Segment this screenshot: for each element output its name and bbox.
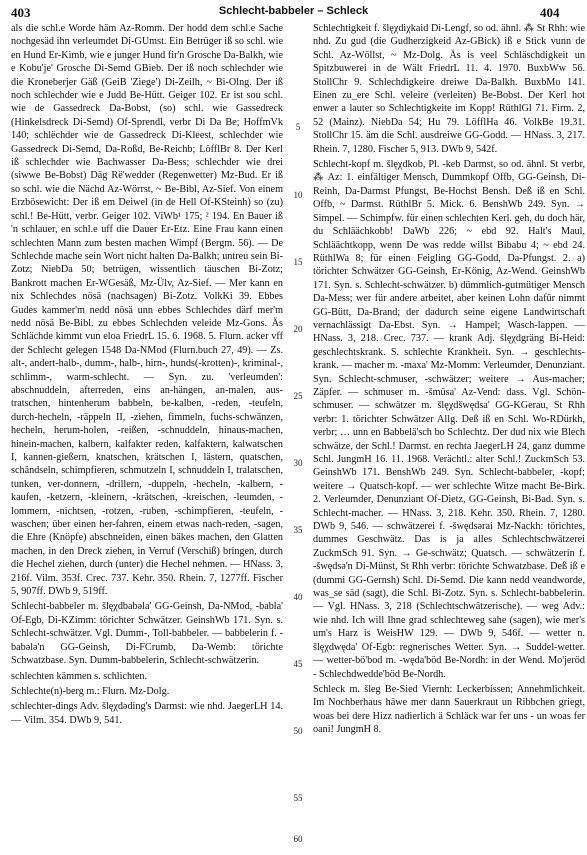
page-number-right: 404 xyxy=(540,5,560,20)
line-number: 30 xyxy=(293,458,303,468)
running-title: Schlecht-babbeler – Schleck xyxy=(218,5,369,17)
line-number: 25 xyxy=(293,391,303,401)
line-number: 10 xyxy=(293,190,303,200)
line-number: 50 xyxy=(293,726,303,736)
line-number: 55 xyxy=(293,793,303,803)
line-number: 5 xyxy=(295,122,301,132)
entry-schlechten-kaemmen: schlechten kämmen s. schlichten. xyxy=(11,670,148,682)
page-number-left: 403 xyxy=(11,5,31,20)
line-number: 35 xyxy=(293,525,303,535)
entry-schlechtigkeit: Schlechtigkeit f. šlęχdiχkaid Di-Lengf, so od. ähnl. ⁂ St Rhh: wie nhd. Zu gud (die Gudherzigkeid Az-GBick) iß e Stick vunn de Schl. Az-Wöllst, ~ Mz-Dolg. Äs is veel Schläschdigkeit un Spitzbuwerei in de Wält FriedrL 11. 4. 1970. BuxbWw 56. StollChr 9. Schlechdigkeire dreiwe Da-Balkh. BuxbMo 141. Einen zu_ere Schl. veleire (verleiten) Be-Bobst. Der Kerl hot enwer a lauter so Schlechtigkeite im Kopp! RüthlGl 71. Firm. 2, 52 (Mainz). NiebDa 54; Hu 79. LöfflHa 46. VolkBe 19.31. StollChr 15. äm die Schl. ausdreiwe GG-Godd. — HNass. 3, 217. Rhein. 7, 1280. Fischer 5, 913. DWb 9, 542f. xyxy=(313,23,585,155)
line-number: 45 xyxy=(293,659,303,669)
entry-schlecht-babbeler: Schlecht-babbeler m. šlęχdbabəla' GG-Geinsh, Da-NMod, -babla' Of-Egb, Di-KZimm: törichter Schwätzer. GeinshWb 171. Syn. s. Schlecht-schwätzer. Vgl. Dumm-, Toll-babbeler. — babbelerin f. -babələ'n GG-Geinsh, Di-FCrumb, Da-Wemb: törichte Schwatzbase. Syn. Dumm-babbelerin, Schlecht-schwätzerin. xyxy=(11,601,283,667)
entry-schlecht-kopf: Schlecht-kopf m. šlęχdkob, Pl. -keb Darmst, so od. ähnl. St verbr, ⁂ Az: 1. einfältiger Mensch, Dummkopf Offb, GG-Geinsh, Di-Reinh, Da-Darmst Pfungst, Be-Hochst Bensh. Deß iß en Schl. Offb, ~ Darmst. RüthlBr 5. Mick. 6. BenshWb 249. Syn. → Simpel. — Schimpfw. für einen schlechten Kerl. geh, du doch här, du Schläächkobb! DaWb 226; ~ ebd 92. Halt's Maul, Schläächtkopp, wenn De was redde willst Bibabu 4; ~ ebd 24. RüthlWa 8; für einen Feigling GG-Godd, Da-Pfungst. 2. a) törichter Schwätzer GG-Geinsh, Er-König, Az-Wend. GeinshWb 171. Syn. s. Schlecht-schwätzer. b) dümmlich-gutmütiger Mensch Da-Mess; wer für andere arbeitet, aber keinen Lohn dafür nimmt GG-Bütt, Da-Brand; der dadurch seine eigene Landwirtschaft vernachlässigt Da-Ebst. Syn. → Hampel; Wasch-lappen. — HNass. 3, 218. Crec. 737. — krank Adj. šlęχdgräng Bi-Heid: geschlechtskrank. S. schlechte Krankheit. Syn. → geschlechts-krank. — macher m. -maxa' Mz-Momm: Verleumder, Denunziant. Syn. Schlecht-schmuser, -schwätzer; weitere → Aus-macher; Zäpfer. — schmuser m. -šmüsa' Az-Vend: dass. Vgl. Schön-schmuser. — schwätzer m. šlęχdšwędsa' GG-KGerau, St Rhh verbr: 1. törichter Schwätzer Allg. Deß iß en Schl. Wo-RDürkh, verbr; … unn en Babbelä'sch bo Schlechtz. Der dud nix wie Blech schwätze, der Schl.! Darmst. en rechta JaegerLH 24, ganz dumme Schl. JungmH 16. 11. 1968. Verächtl.: alter Schl.! ZuckmSch 53. GeinshWb 171. BenshWb 249. Syn. Schlecht-babbeler, -kopf; weitere → Quatsch-kopf. — wer schlechte Witze macht Be-Birk. 2. Verleumder, Denunziant Of-Dietz, GG-Geinsh, Bi-Bad. Syn. s. Schlecht-macher. — HNass. 3, 218. Kehr. 350. Rhein. 7, 1280. DWb 9, 546. — schwätzerei f. -šwędsərai Mz-Nackh: törichtes, dummes Geschwätz. Das is ja alles Schlechtschwätzerei ZuckmSch 91. Syn. → Ge-schwätz; Quatsch. — schwätzerin f. -šwędsə'n Di-Münst, St Rhh verbr: törichte Schwatzbase. Deß iß e (dummi GG-Gernsh) Schl. Di-Semd. Die kann nedd veandworde, was_se säd (sagt), die Schl. Bi-Zotz. Syn. s. Schlecht-babbelerin. — Vgl. HNass. 3, 218 (Schlechtschwätzerische). — weg Adv.: wie nhd. Ich will Ihne grad schlechteweg sahe (sagen), wie mer's um's Harz is WeisHW 129. — DWb 9, 546f. — wetter n. šlęχdwęda' Of-Egb: regnerisches Wetter. Syn. → Suddel-wetter. — wetter-bö'bod m. -węda'böd Be-Nordh: in der Wend. Mo'jeröd - Schlechdwedde'böd Be-Nordh. xyxy=(313,159,585,680)
entry-schlecht-continued: als die schl.e Worde häm Az-Romm. Der hodd dem schl.e Sache nochgesäd ihn verleumdet Di-GUmst. Ein Betrüger iß so schl. wie en Hund Er-Kimb, wie e junger Hund fir'n Grosche Da-Balkh, wie e Kobu'je' Grosche Di-Semd GBieb. Der iß noch schlechder wie die Kroneberjer Gäß (GeiB 'Ziege') Di-Zeilh, ~ Bi-Olng. Der iß noch schlechder wie e Judd Be-Hütt. Geiger 102. Er ist sou schl. wie de Gassedreck Da-Bobst, (so) schl. wie Gassedreck (Hinkelsdreck Di-Semd) Of-Sprendl, verbr Di Da Be; HoffmVk 140; schlëchder wie de Gassedreck Di-Kleest, schlechder wie Gassedreck Di-Semd, Da-Roßd, Be-Reichb; LöfflBr 8. Der Kerl iß schlechder wie Bachwasser Da-Bess; schlechder wie drei (siwwe Be-Bobst) Däg Rë'wedder (Regenwetter) Mz-Bud. Er iß so schl. wie die Nächd Az-Wörrst, ~ Be-Bibl, Az-Sief. Von einem Erzbösewicht: Der iß em Deiwel (in de Hell Of-KSteinh) so (zu) schl.! Be-Hütt, verbr. Geiger 102. ViWb¹ 175; ² 194. En Bauer iß 'n schlauer, en schl.e uff die Dauer Er-Etz. Eine Frau kann einen schlechten Mann zum besten machen Wimpf (Bergm. 56). — De Schlechde mache sein Wort nicht halten Da-Balkh; untreu sein Bi-Zotz; NiebDa 50; betrügen, wissentlich täuschen Bi-Zotz; Bankrott machen Er-WGesäß, Mz-Ülv, Az-Sief. — Mer kann en nix Schlechdes nösä (nachsagen) Bi-Zotz. VolkKi 39. Ebbes Gudes kammer'm nedd nösä unn ebbes Schlechdes därf mer'm nedd nösä Be-Bibl. zu ebbes Schlechden veleide Mz-Gons. Äs Schlächde kimmt vun eloa FriedrL 15. 6. 1968. 5. Flurn. acker vff der Schlecht gelegen 1548 Da-NMod (Flurn.buch 27, 49). — Zs. alt-, andert-halb-, dumm-, halb-, hirn-, hunds(-krotten)-, kriminal-, schlimm-, warm-schlecht. — Syn. zu. 'verleumden': abschnuddeln, afterreden, eins an-hängen, an-malen, aus-tratschen, hintenherum babbeln, be-kalben, -reden, -teufeln, durch-hecheln, -räppeln II, -ziehen, fimmeln, fuchs-schwänzen, hecheln, herum-holen, -reißen, -schnuddeln, hinaus-machen, hinein-machen, kalbern, kalfakter reden, kalfaktern, kalwatschen I, kannen-gießern, knatschen, krätschen I, lästern, quatschen, schändseln, schimpfieren, schmutzeln I, schnuddeln I, tralatschen, tunken, ver-donnern, -drillern, -duppeln, -hecheln, -kalbern, -kaufen, -ketzern, -kleinern, -krätschen, -kreischen, -leumden, -lommern, -nichtsen, -rotzen, -ruben, -schimpfieren, -teufeln, -waschen; über einen her-fahren, einem etwas nach-reden, -sagen, die Ehre (Knöpfe) abschneiden, einen bäkes machen, den Glatten machen, in den Dreck ziehen, in Verruf (Verschiß) bringen, durch die Hechel ziehen, durch (unter) die Hechel nehmen. — HNass. 3, 216f. Vilm. 353f. Crec. 737. Kehr. 350. Rhein. 7, 1277ff. Fischer 5, 907ff. DWb 9, 519ff. xyxy=(11,23,283,598)
entry-schlechte-berg: Schlechte(n)-berg m.: Flurn. Mz-Dolg. xyxy=(11,685,170,697)
left-column xyxy=(11,22,283,851)
line-number: 20 xyxy=(293,324,303,334)
entry-schleck: Schleck m. šleg Be-Sied Viernh: Leckerbissen; Annehmlichkeit. Im Nochberhaus häwe mer dann Sauerkraut un Ribbchen griegt, woas bei dere Hizz nadierlich ä Schläck war fer uns - un woas fer oani! JungmH 8. xyxy=(313,683,585,736)
line-number: 40 xyxy=(293,592,303,602)
right-column xyxy=(313,22,585,851)
line-number: 60 xyxy=(293,834,303,844)
line-number: 15 xyxy=(293,257,303,267)
entry-schlechter-dings: schlechter-dings Adv. šlęχdəding's Darmst: wie nhd. JaegerLH 14. — Vilm. 354. DWb 9, 541. xyxy=(11,701,283,726)
